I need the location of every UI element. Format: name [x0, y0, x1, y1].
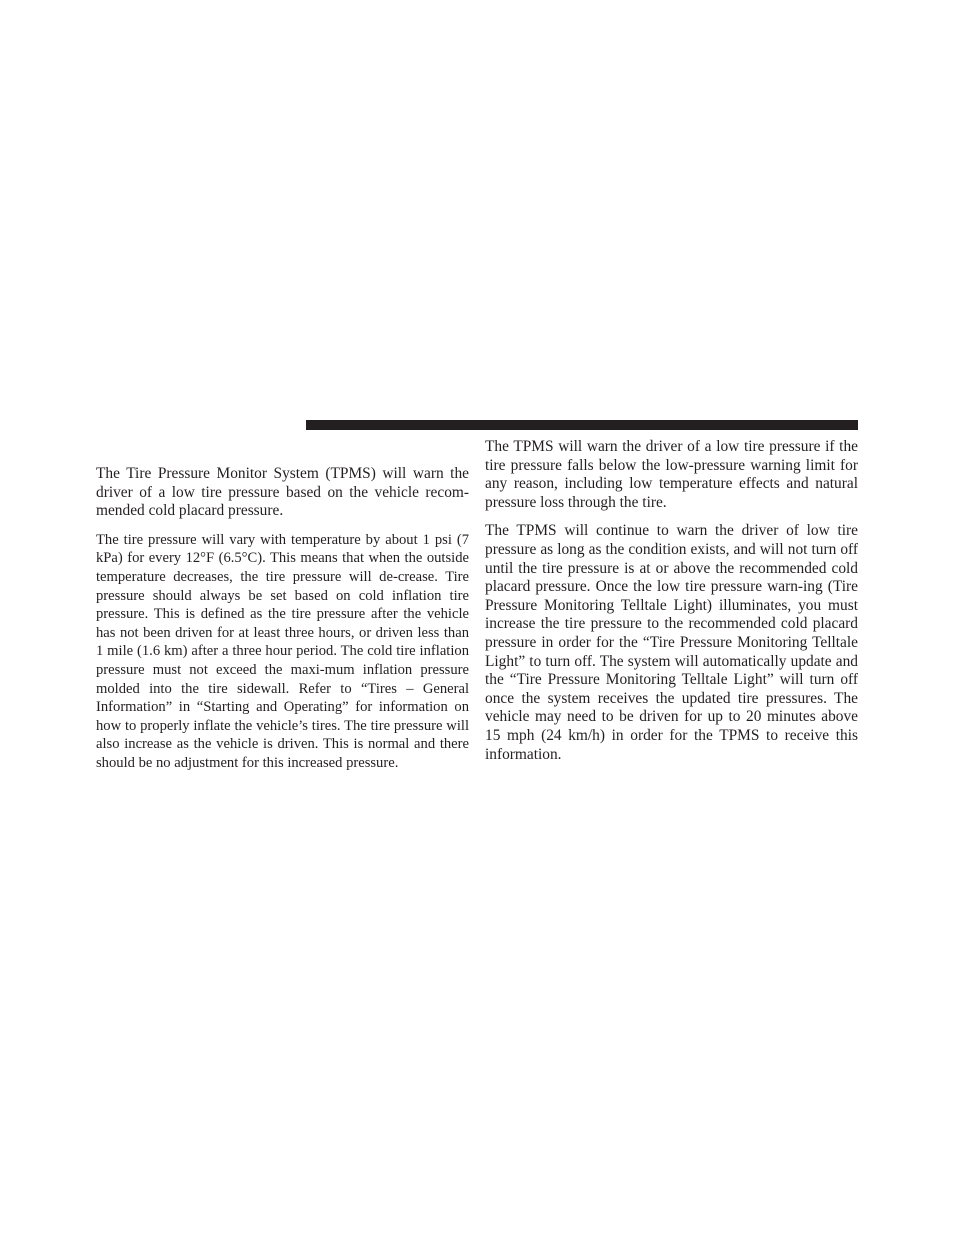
section-header-rule — [306, 420, 858, 430]
left-column — [96, 465, 469, 773]
paragraph-tpms-intro: The Tire Pressure Monitor System (TPMS) will warn the driver of a low tire pressure based on the vehicle recom-mended cold placard pressure. — [96, 465, 469, 520]
paragraph-telltale-light: The TPMS will continue to warn the driver of low tire pressure as long as the condition exists, and will not turn off until the tire pressure is at or above the recommended cold placard pressure. Once the low tire pressure warn-ing (Tire Pressure Monitoring Telltale Light) illuminates, you must increase the tire pressure to the recommended cold placard pressure in order for the “Tire Pressure Monitoring Telltale Light” to turn off. The system will automatically update and the “Tire Pressure Monitoring Telltale Light” will turn off once the system receives the updated tire pressures. The vehicle may need to be driven for up to 20 minutes above 15 mph (24 km/h) in order for the TPMS to receive this information. — [485, 522, 858, 763]
paragraph-warning-limit: The TPMS will warn the driver of a low tire pressure if the tire pressure falls below the low-pressure warning limit for any reason, including low temperature effects and natural pressure loss through the tire. — [485, 438, 858, 511]
paragraph-temperature-variation: The tire pressure will vary with temperature by about 1 psi (7 kPa) for every 12°F (6.5°C). This means that when the outside temperature decreases, the tire pressure will de-crease. Tire pressure should always be set based on cold inflation tire pressure. This is defined as the tire pressure after the vehicle has not been driven for at least three hours, or driven less than 1 mile (1.6 km) after a three hour period. The cold tire inflation pressure must not exceed the maxi-mum inflation pressure molded into the tire sidewall. Refer to “Tires – General Information” in “Starting and Operating” for information on how to properly inflate the vehicle’s tires. The tire pressure will also increase as the vehicle is driven. This is normal and there should be no adjustment for this increased pressure. — [96, 531, 469, 771]
right-column — [485, 438, 858, 764]
